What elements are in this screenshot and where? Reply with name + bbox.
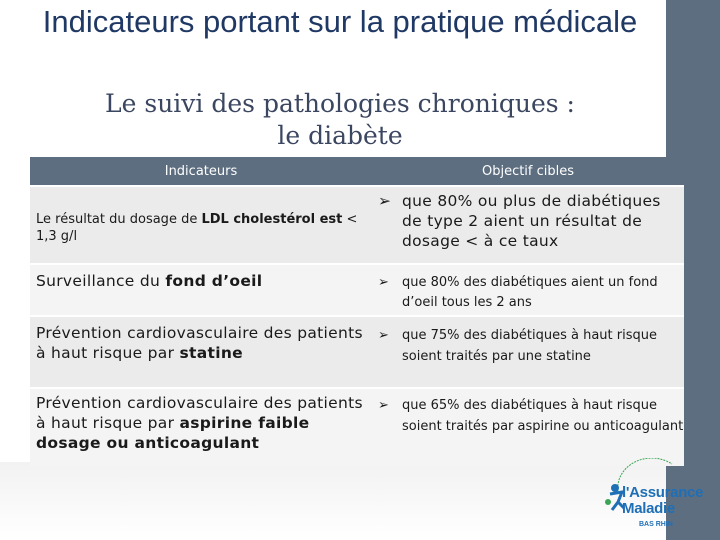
objective-cell <box>372 388 684 466</box>
bottom-gradient-band <box>0 462 666 540</box>
arrow-bullet-icon: ➢ <box>378 275 389 290</box>
logo-line-2: Maladie <box>622 500 675 517</box>
indicators-table <box>30 157 684 466</box>
indicator-cell <box>30 186 372 264</box>
indicator-text: Le résultat du dosage de <box>36 212 202 227</box>
indicator-cell <box>30 316 372 388</box>
indicator-cell <box>30 388 372 466</box>
indicator-bold: LDL cholestérol est <box>201 212 343 227</box>
indicator-text-end: < 1,3 g/l <box>36 212 358 244</box>
indicator-cell <box>30 264 372 316</box>
arrow-bullet-icon: ➢ <box>378 398 389 413</box>
indicator-bold: fond d’oeil <box>165 272 263 290</box>
table-row <box>30 186 684 264</box>
objective-cell <box>372 316 684 388</box>
indicator-text: Prévention cardiovasculaire des patients à haut risque par <box>36 324 363 362</box>
arrow-bullet-icon: ➢ <box>378 328 389 343</box>
subtitle-line-2: le diabète <box>277 121 403 150</box>
logo-line-1: l'Assurance <box>622 484 704 501</box>
table-row <box>30 388 684 466</box>
objective-text: que 80% des diabétiques aient un fond d’oeil tous les 2 ans <box>402 275 658 310</box>
header-objectif: Objectif cibles <box>372 157 684 186</box>
indicator-text: Surveillance du <box>36 272 166 290</box>
objective-text: que 75% des diabétiques à haut risque soient traités par une statine <box>402 328 657 364</box>
table-header-row <box>30 157 684 186</box>
objective-text: que 80% ou plus de diabétiques de type 2 aient un résultat de dosage < à ce taux <box>402 192 661 250</box>
table-row <box>30 316 684 388</box>
indicator-bold: statine <box>179 344 243 362</box>
slide-subtitle <box>80 88 600 152</box>
header-indicateurs: Indicateurs <box>30 157 372 186</box>
logo-line-3: BAS RHIN <box>639 521 673 528</box>
slide-title: Indicateurs portant sur la pratique médicale <box>42 4 638 39</box>
objective-text: que 65% des diabétiques à haut risque soient traités par aspirine ou anticoagulant <box>402 398 684 434</box>
subtitle-line-1: Le suivi des pathologies chroniques : <box>105 89 575 118</box>
table-row <box>30 264 684 316</box>
indicator-text: Prévention cardiovasculaire des patients à haut risque par <box>36 394 363 432</box>
arrow-bullet-icon: ➢ <box>378 192 392 210</box>
objective-cell <box>372 264 684 316</box>
indicator-bold: aspirine faible dosage ou anticoagulant <box>36 414 310 452</box>
objective-cell <box>372 186 684 264</box>
